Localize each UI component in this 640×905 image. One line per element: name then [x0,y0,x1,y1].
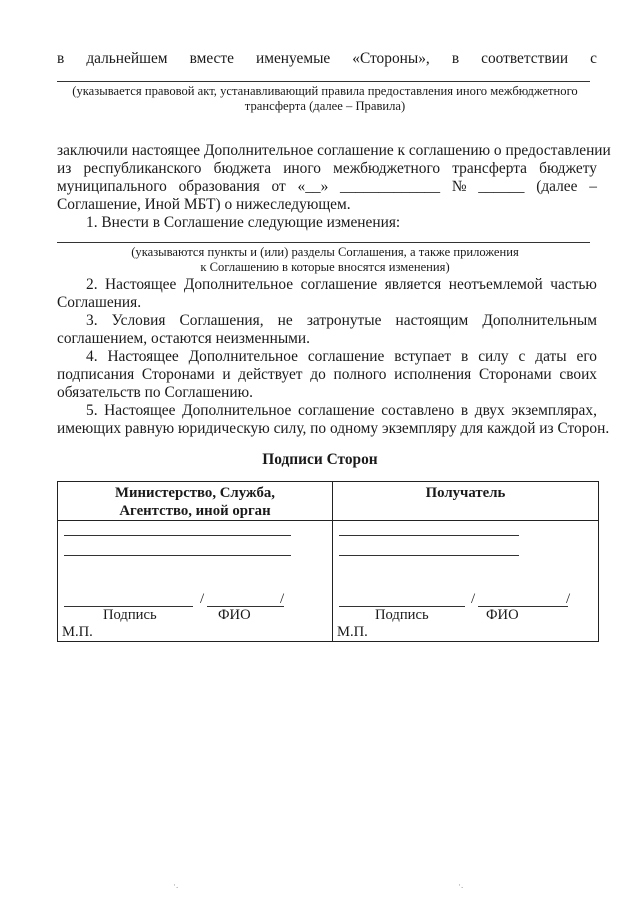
word: составлено [381,402,455,419]
legal-act-note-line1: (указывается правовой акт, устанавливающий правила предоставления иного межбюджетного [72,84,578,98]
right-slash2: / [566,591,571,607]
right-fio-label: ФИО [486,607,519,623]
right-party-title: Получатель [425,485,506,501]
left-name-line1[interactable] [64,535,291,536]
word: муниципального [57,178,167,195]
word: с [590,50,597,67]
changes-note-line2: к Соглашению в которые вносятся изменения) [200,260,450,274]
left-signature-cell [58,521,333,642]
word: соглашение [298,402,375,419]
word: Дополнительное [188,348,298,365]
word: полного [333,366,387,383]
word: его [576,348,597,365]
item5-line1 [86,402,597,420]
word: Сторонами [141,366,215,383]
para1-line1: заключили настоящее Дополнительное соглашение к соглашению о предоставлении [57,142,611,159]
word: Дополнительным [482,312,597,329]
word: неотъемлемой [448,276,543,293]
intro-line [57,50,597,68]
word: от [271,178,286,195]
item4-line2 [57,366,597,384]
changes-underline [57,242,590,243]
word: до [310,366,326,383]
word: межбюджетного [333,160,441,177]
right-party-header [333,482,599,521]
word: в [57,50,65,67]
word: республиканского [83,160,202,177]
word: двух [474,402,505,419]
left-party-header [58,482,333,521]
word: образования [178,178,260,195]
word: 2. [86,276,98,293]
word: _____________ [340,178,441,195]
word: – [589,178,597,195]
word: Дополнительное [183,276,294,293]
word: частью [550,276,597,293]
word: вступает [394,348,452,365]
word: не [277,312,293,329]
word: «Стороны», [352,50,430,67]
left-signature-label: Подпись [103,607,157,623]
left-party-title-line2: Агентство, иной орган [119,503,271,519]
item3-line2: соглашением, остаются неизменными. [57,330,310,347]
word: 3. [86,312,98,329]
right-signature-label: Подпись [375,607,429,623]
word: своих [559,366,597,383]
para1-line2 [57,160,597,178]
word: Соглашения, [179,312,264,329]
word: Настоящее [107,348,179,365]
word: затронутые [306,312,382,329]
word: вместе [189,50,234,67]
left-party-title-line1: Министерство, Служба, [115,485,275,501]
item2-line1 [86,276,597,294]
word: соглашение [300,276,378,293]
item5-line2: имеющих равную юридическую силу, по одному экземпляру для каждой из Сторон. [57,420,610,437]
word: Настоящее [105,276,177,293]
word: Условия [111,312,166,329]
word: в [461,348,469,365]
word: Сторонами [478,366,552,383]
left-name-line2[interactable] [64,555,291,556]
word: даты [535,348,567,365]
right-signature-cell [333,521,599,642]
word: дальнейшем [86,50,168,67]
word: бюджета [213,160,272,177]
item1: 1. Внести в Соглашение следующие изменения: [86,214,401,231]
word: силу [478,348,509,365]
changes-note-line1: (указываются пункты и (или) разделы Соглашения, а также приложения [131,245,519,259]
word: 5. [86,402,98,419]
word: бюджету [539,160,597,177]
word: и [222,366,231,383]
item2-line2: Соглашения. [57,294,142,311]
word: подписания [57,366,135,383]
word: Настоящее [104,402,176,419]
word: с [518,348,526,365]
word: исполнения [394,366,472,383]
word: (далее [536,178,578,195]
word: является [384,276,442,293]
right-stamp-label: М.П. [337,624,368,640]
para1-line4: Соглашение, Иной МБТ) о нижеследующем. [57,196,351,213]
word: «__» [297,178,329,195]
legal-act-note-line2: трансферта (далее – Правила) [244,99,406,113]
word: трансферта [452,160,527,177]
word: соответствии [481,50,569,67]
word: в [460,402,469,419]
word: в [451,50,460,67]
left-slash2: / [280,591,285,607]
right-name-line2[interactable] [339,555,519,556]
scan-mark-left: ·. [173,880,179,890]
item3-line1 [86,312,597,330]
left-stamp-label: М.П. [62,624,93,640]
right-slash1: / [471,591,476,607]
word: настоящим [395,312,469,329]
word: действует [238,366,303,383]
left-fio-label: ФИО [218,607,251,623]
para1-line3 [57,178,597,196]
word: Дополнительное [182,402,292,419]
legal-act-underline [57,81,590,82]
item4-line3: обязательств по Соглашению. [57,384,253,401]
word: из [57,160,72,177]
right-name-line1[interactable] [339,535,519,536]
word: № [451,178,467,195]
word: экземплярах, [511,402,597,419]
scan-mark-right: ·. [458,880,464,890]
item4-line1 [86,348,597,366]
signature-table [57,481,599,642]
signatures-title: Подписи Сторон [262,451,378,468]
word: иного [283,160,321,177]
word: именуемые [255,50,331,67]
word: соглашение [307,348,385,365]
word: 4. [86,348,98,365]
left-slash1: / [200,591,205,607]
word: ______ [478,178,525,195]
